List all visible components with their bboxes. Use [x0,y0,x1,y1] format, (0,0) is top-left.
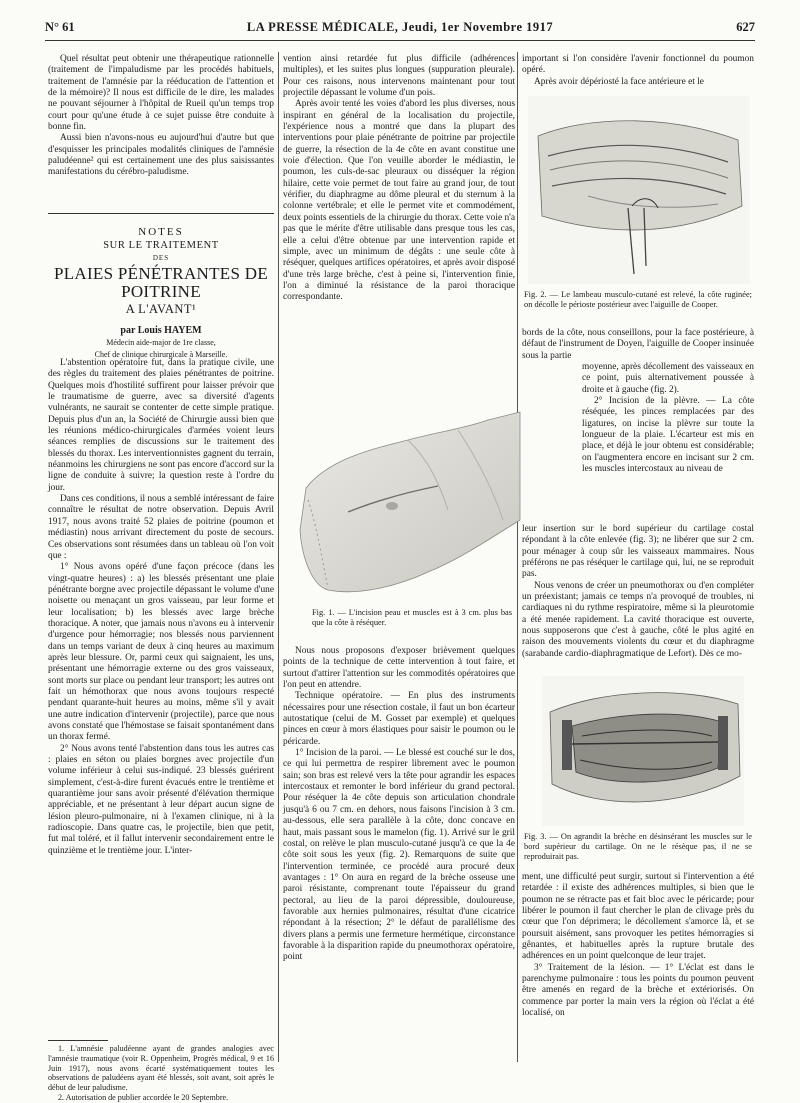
article-subkicker: SUR LE TRAITEMENT [103,240,219,251]
figure-2-surgical-illustration [528,96,750,284]
column-3-middle [522,328,754,361]
header-rule [45,40,755,41]
page-number: 627 [736,20,755,34]
column-divider-1 [278,52,279,1062]
paragraph: 2° Incision de la plèvre. — La côte réséquée, les pinces remplacées par des ligatures, on incise la plèvre sur toute la longueur de la plaie. L'écarteur est mis en place, et déjà le jour obtenu est considérable; on l'augmentera encore en incisant sur 2 cm. les muscles intercostaux au niveau de [582,396,754,475]
column-3-top [522,54,754,90]
paragraph: 2° Nous avons tenté l'abstention dans tous les autres cas : plaies en séton ou plaies borgnes avec projectile d'un volume inférieur à celui sus-indiqué. 23 blessés guérirent simplement, c'est-à-dire furent évacués entre le trentième et quarantième jour sans avoir présenté d'élévation thermique appréciable, et ne présentant à leur départ aucun signe de lésion pleuro-pulmonaire, ni à l'examen clinique, ni à la radioscopie. Dans quatre cas, le projectile, bien que petit, fut mal toléré, et il fallut intervenir secondairement entre le quinzième et le trentième jour. L'inter- [48,743,274,856]
article-title-line2: A L'AVANT¹ [125,302,197,316]
article-kicker: NOTES [138,226,184,238]
column-3-bottom [522,872,754,1068]
paragraph: Après avoir dépériosté la face antérieure et le [534,76,704,87]
figure-3-caption: Fig. 3. — On agrandit la brèche en désinsérant les muscles sur le bord supérieur du cartilage. On ne le résèque pas, il ne se reproduirait pas. [524,832,752,862]
running-header [45,18,755,38]
article-des: DES [152,254,170,262]
paragraph: L'abstention opératoire fut, dans la pratique civile, une des règles du traitement des plaies pénétrantes de poitrine. Quelques mois d'hostilité suffirent pour laisser prévoir que le traumatisme de guerre, avec sa diversité d'agents vulnérants, ne saurait se contenter de cette simple pratique. Depuis plus d'un an, la Société de Chirurgie aussi bien que les réunions médico-chirurgicales d'armées voient leurs séances remplies de discussions sur le traitement des blessés du thorax. Les interventionnistes gagnent du terrain, néanmoins les chirurgiens ne sont pas encore d'accord sur la ligne de conduite à suivre; la question reste à l'ordre du jour. [48,358,274,493]
figure-2-caption: Fig. 2. — Le lambeau musculo-cutané est relevé, la côte ruginée; on décolle le périoste postérieur avec l'aiguille de Cooper. [524,290,752,310]
column-3-continued [522,524,754,674]
author-affiliation: Médecin aide-major de 1re classe, [106,338,216,347]
column-2-top [283,54,515,394]
paragraph: 1° Incision de la paroi. — Le blessé est couché sur le dos, ce qui lui permettra de respirer librement avec le poumon sain; son bras est relevé vers la tête pour agrandir les espaces intercostaux et remonter le bord inférieur du grand pectoral. Pour réséquer la 4e côte depuis son articulation chondrale jusqu'à 6 ou 7 cm. en dehors, nous faisons l'incision à 3 cm. au-dessous, elle sera parallèle à la côte, donc concave en haut, mais passant sous le mamelon (fig. 1). Arrivé sur le gril costal, on relève le plan musculo-cutané jusqu'à ce que la 4e côte soit sous les yeux (fig. 2). Remarquons de suite que l'intervention terminée, ce procédé aura procuré deux avantages : 1° On aura en regard de la brèche osseuse une paroi résistante, comprenant toute l'épaisseur du grand pectoral, au lieu de la paroi dépressible, douloureuse, favorable aux hernies pulmonaires, résultat d'une cicatrice répondant à la résection; 2° le défaut de parallélisme des divers plans a permis une fermeture hermétique, circonstance favorable à la disparition rapide du pneumothorax opératoire, point [283,748,515,963]
column-1-top [48,54,274,204]
issue-number: N° 61 [45,20,75,34]
author-affiliation: Chef de clinique chirurgicale à Marseille. [94,350,228,359]
article-title: PLAIES PÉNÉTRANTES DE POITRINE [53,264,269,301]
figure-1-caption: Fig. 1. — L'incision peau et muscles est à 3 cm. plus bas que la côte à réséquer. [312,608,512,628]
column-2-bottom [283,646,515,1066]
paragraph: leur insertion sur le bord supérieur du cartilage costal répondant à la côte enlevée (fig. 3); ne libérer que sur 2 cm. pour ménager à coup sûr les vaisseaux mammaires. Nous préférons ne pas réséquer le cartilage qui, lui, ne se reproduit pas. [522,524,754,580]
paragraph: Aussi bien n'avons-nous eu aujourd'hui d'autre but que d'esquisser les principales modalités cliniques de l'amnésie paludéenne² qui est certainement une des plus saisissantes manifestations du cérébro-paludisme. [48,133,274,178]
footnote: 1. L'amnésie paludéenne ayant de grandes analogies avec l'amnésie traumatique (voir R. Oppenheim, Progrès médical, 9 et 16 Juin 1917), nous avons écarté systématiquement toutes les observations de paludéens ayant été blessés, soit avant, soit après le début de leur paludisme. [48,1044,274,1093]
paragraph: Quel résultat peut obtenir une thérapeutique rationnelle (traitement de l'impaludisme par les procédés habituels, traitement de l'amnésie par la rééducation de l'attention et de la mémoire)? Il nous est difficile de le dire, les malades ne pouvant séjourner à l'hôpital de Rueil qu'un temps trop court pour qu'une étude à ce sujet puisse être conduite à bonne fin. [48,54,274,133]
figure-3-surgical-illustration [542,676,744,826]
column-1-body [48,358,274,1036]
paragraph: important si l'on considère l'avenir fonctionnel du poumon opéré. [522,54,754,76]
paragraph: 1° Nous avons opéré d'une façon précoce (dans les vingt-quatre heures) : a) les blessés présentant une plaie pénétrante borgne avec projectile dépassant le volume d'une noisette ou menaçant un gros vaisseau, par leur forme et leur localisation; b) les blessés avec large brèche thoracique. A noter, que jamais nous n'avons eu à intervenir d'urgence pour hémorragie; nos blessés nous parviennent dans un temps variant de deux à cinq heures au maximum après leur blessure. Or, parmi ceux qui saignaient, les uns, présentant une hémorragie externe ou des gros vaisseaux, sont morts sur place ou pendant leur transport; les autres ont fait un hémothorax que nous avons toujours respecté pendant quarante-huit heures au moins, même s'il y avait une autre indication d'intervenir (projectile), parce que nous avons constaté que l'hémostase se faisait spontanément dans un thorax fermé. [48,562,274,743]
paragraph: moyenne, après décollement des vaisseaux en ce point, puis alternativement poussée à droite et à gauche (fig. 2). [582,362,754,395]
paragraph: bords de la côte, nous conseillons, pour la face postérieure, à défaut de l'instrument de Doyen, l'aiguille de Cooper insinuée sous la partie [522,328,754,361]
paragraph: Nous nous proposons d'exposer brièvement quelques points de la technique de cette intervention à tout faire, et surtout d'attirer l'attention sur les commodités opératoires que l'on peut en attendre. [283,646,515,691]
paragraph: ment, une difficulté peut surgir, surtout si l'intervention a été retardée : il existe des adhérences multiples, si bien que le poumon ne se rétracte pas et fait bloc avec le péricarde; pour libérer le poumon il faut chercher le plan de clivage près du cœur que l'on déprimera; le décollement s'amorce là, et se poursuit aisément, sans provoquer les petites hémorragies si gênantes, et habituelles après la rupture brutale des adhérences en un point quelconque de leur trajet. [522,872,754,962]
article-author: par Louis HAYEM [120,325,202,336]
column-3-indented [582,362,754,522]
paragraph: Dans ces conditions, il nous a semblé intéressant de faire connaître le résultat de notre observation. Depuis Avril 1917, nous avons traité 52 plaies de poitrine (poumon et médiastin) nous arrivant directement du poste de secours. Ces observations sont résumées dans un tableau où l'on voit que : [48,494,274,561]
paragraph: Technique opératoire. — En plus des instruments nécessaires pour une résection costale, il faut un bon écarteur autostatique (celui de M. Gosset par exemple) et quelques pinces en cœur à mors élastiques pour saisir le poumon ou le péricarde. [283,691,515,747]
paragraph: Nous venons de créer un pneumothorax ou d'en compléter un préexistant; jamais ce temps n'a provoqué de troubles, ni cardiaques ni du rythme respiratoire, même si la pleurotomie a été menée rapidement. La cavité thoracique est ouverte, nous supposerons que c'est à gauche, côté le plus agité en raison des mouvements violents du cœur et du diaphragme (sarabande cardio-diaphragmatique de Lefort). Dès ce mo- [522,580,754,659]
paragraph: Après avoir tenté les voies d'abord les plus diverses, nous inspirant en général de la localisation du projectile, l'expérience nous a montré que dans la plupart des interventions pour plaie pénétrante de poitrine par projectile de guerre, la résection de la 4e côte en avant constitue une voie d'élection. Que l'on veuille aborder le médiastin, le poumon, les culs-de-sac pleuraux ou disséquer la région hilaire, cette voie permet de tout faire au grand jour, de tout vérifier, du diaphragme au dôme pleural et du sternum à la colonne vertébrale; et elle le permet vite et commodément, deux points essentiels de la chirurgie du thorax. Cette voie n'a pas que le mérite d'être utilisable dans presque tous les cas, elle a celui d'être obtenue par une intervention rapide et simple, avec un minimum de dégâts : une seule côte à réséquer, quelques artifices opératoires, et après avoir disposé d'une très large brèche, c'est à peine si, l'intervention finie, l'on a diminué la résistance de la paroi thoracique correspondante. [283,99,515,303]
figure-1-torso-illustration [288,400,520,600]
article-heading [48,226,274,360]
footnote-rule [48,1040,108,1041]
footnote: 2. Autorisation de publier accordée le 20 Septembre. [58,1092,229,1102]
section-rule [48,213,274,214]
paragraph: vention ainsi retardée fut plus difficile (adhérences multiples), et les suites plus longues (suppuration pleurale). Pour ces raisons, nous intervenons maintenant pour tout projectile dépassant le volume d'un pois. [283,54,515,99]
journal-title: LA PRESSE MÉDICALE, Jeudi, 1er Novembre 1917 [246,20,554,34]
footnotes [48,1044,274,1102]
paragraph: 3° Traitement de la lésion. — 1° L'éclat est dans le parenchyme pulmonaire : tous les points du poumon peuvent être amenés en regard de la brèche et extériorisés. On commence par porter la main vers la région où l'éclat a été localisé, on [522,962,754,1019]
